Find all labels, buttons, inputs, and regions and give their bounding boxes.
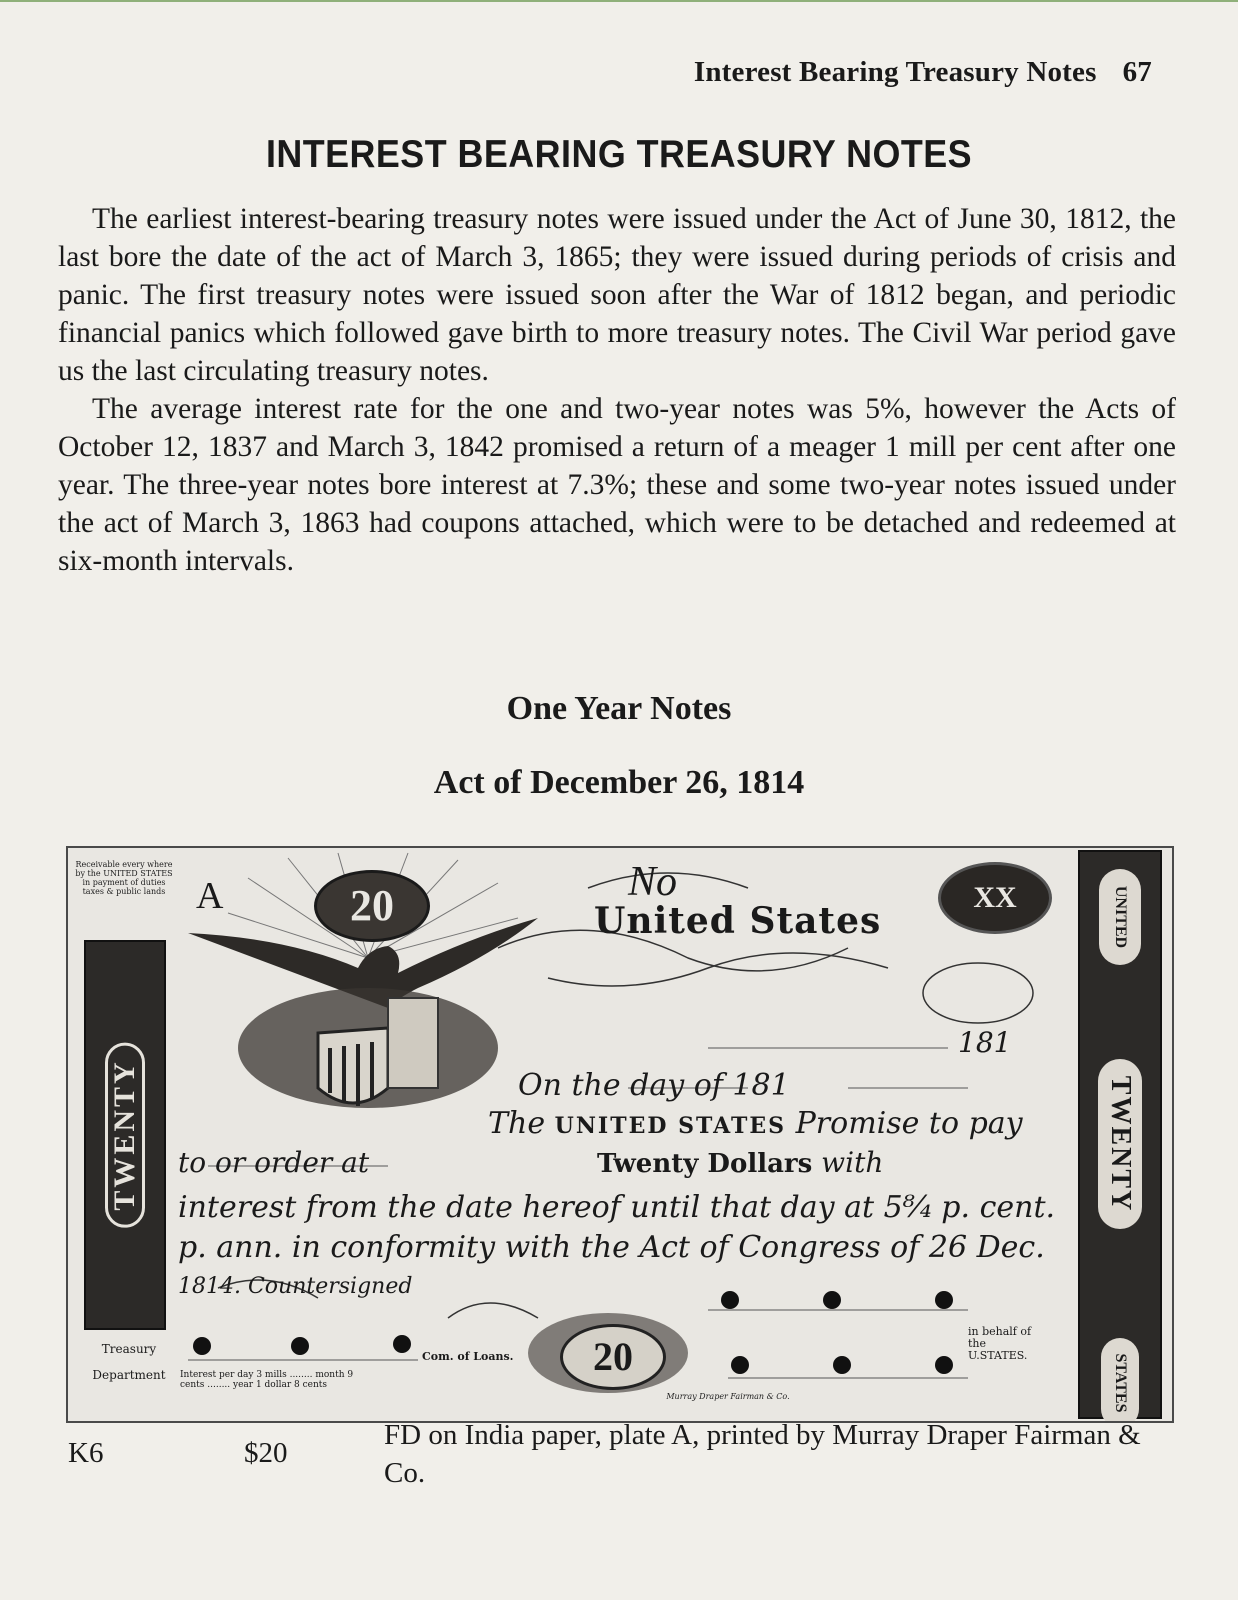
- page-number: 67: [1122, 56, 1152, 88]
- plate-letter: A: [196, 875, 224, 917]
- note-amount: Twenty Dollars: [596, 1149, 813, 1179]
- catalog-description: FD on India paper, plate A, printed by Murray Draper Fairman & Co.: [384, 1419, 1141, 1489]
- note-line-2: [488, 1106, 1023, 1141]
- running-head: [694, 56, 1152, 89]
- catalog-id: K6: [68, 1437, 104, 1469]
- banknote-title: United States: [594, 900, 882, 942]
- receivable-text: Receivable every where by the UNITED STATES in payment of duties taxes & public lands: [75, 860, 173, 896]
- paragraph-2: The average interest rate for the one and two-year notes was 5%, however the Acts of October 12, 1837 and March 3, 1842 promised a return of a meager 1 mill per cent after one year. The three-year notes bore interest at 7.3%; these and some two-year notes issued under the act of March 3, 1863 had coupons attached, which were to be detached and redeemed at six-month intervals.: [58, 393, 1176, 577]
- note-line-2-suffix: Promise to pay: [795, 1106, 1023, 1141]
- page-top-edge: [0, 0, 1238, 2]
- note-line-3-prefix: to or order at: [178, 1146, 370, 1179]
- note-line-5: p. ann. in conformity with the Act of Congress of 26 Dec.: [178, 1230, 1045, 1265]
- banknote-image: [66, 846, 1174, 1423]
- note-line-3: [178, 1146, 883, 1179]
- date-line: 181: [958, 1026, 1012, 1059]
- right-panel-bottom: STATES: [1101, 1338, 1139, 1423]
- roman-numeral-oval: XX: [938, 862, 1052, 934]
- treasury-label: Treasury: [101, 1342, 157, 1356]
- section-subheading: Act of December 26, 1814: [433, 764, 805, 801]
- note-line-6: 1814. Countersigned: [178, 1274, 413, 1299]
- right-panel: [1078, 850, 1162, 1419]
- right-panel-top: UNITED: [1099, 869, 1141, 965]
- paragraph-1: The earliest interest-bearing treasury notes were issued under the Act of June 30, 1812, the last bore the date of the act of March 3, 1865; they were issued during periods of crisis and panic. The first treasury notes were issued soon after the War of 1812 began, and periodic financial panics which followed gave birth to more treasury notes. The Civil War period gave us the last circulating treasury notes.: [58, 203, 1176, 387]
- treasury-department: [84, 1336, 174, 1388]
- printer-imprint: Murray Draper Fairman & Co.: [666, 1392, 790, 1401]
- note-line-1: On the day of 181: [518, 1068, 790, 1103]
- note-line-3-suffix: with: [821, 1146, 884, 1179]
- comptroller-label: Com. of Loans.: [422, 1350, 514, 1363]
- note-entity: UNITED STATES: [554, 1113, 787, 1139]
- note-line-2-prefix: The: [488, 1106, 546, 1141]
- bottom-denomination-oval: 20: [560, 1324, 666, 1390]
- department-label: Department: [92, 1368, 166, 1382]
- right-panel-middle: TWENTY: [1098, 1059, 1142, 1229]
- section-heading: One Year Notes: [506, 690, 732, 727]
- denomination-oval: 20: [314, 870, 430, 942]
- interest-table: Interest per day 3 mills ........ month 9 cents ........ year 1 dollar 8 cents: [180, 1370, 354, 1390]
- on-behalf-text: in behalf of the U.STATES.: [968, 1325, 1032, 1362]
- catalog-value: $20: [244, 1437, 288, 1469]
- running-head-title: Interest Bearing Treasury Notes: [693, 56, 1097, 88]
- eagle-shield-icon: [188, 918, 538, 1108]
- body-text: [58, 200, 1176, 580]
- page-title: INTEREST BEARING TREASURY NOTES: [265, 133, 973, 176]
- left-panel-text: TWENTY: [105, 1042, 145, 1227]
- number-mark: No: [628, 859, 678, 905]
- note-line-4: interest from the date hereof until that day at 5⁸⁄₄ p. cent.: [178, 1190, 1056, 1225]
- left-panel: [84, 940, 166, 1330]
